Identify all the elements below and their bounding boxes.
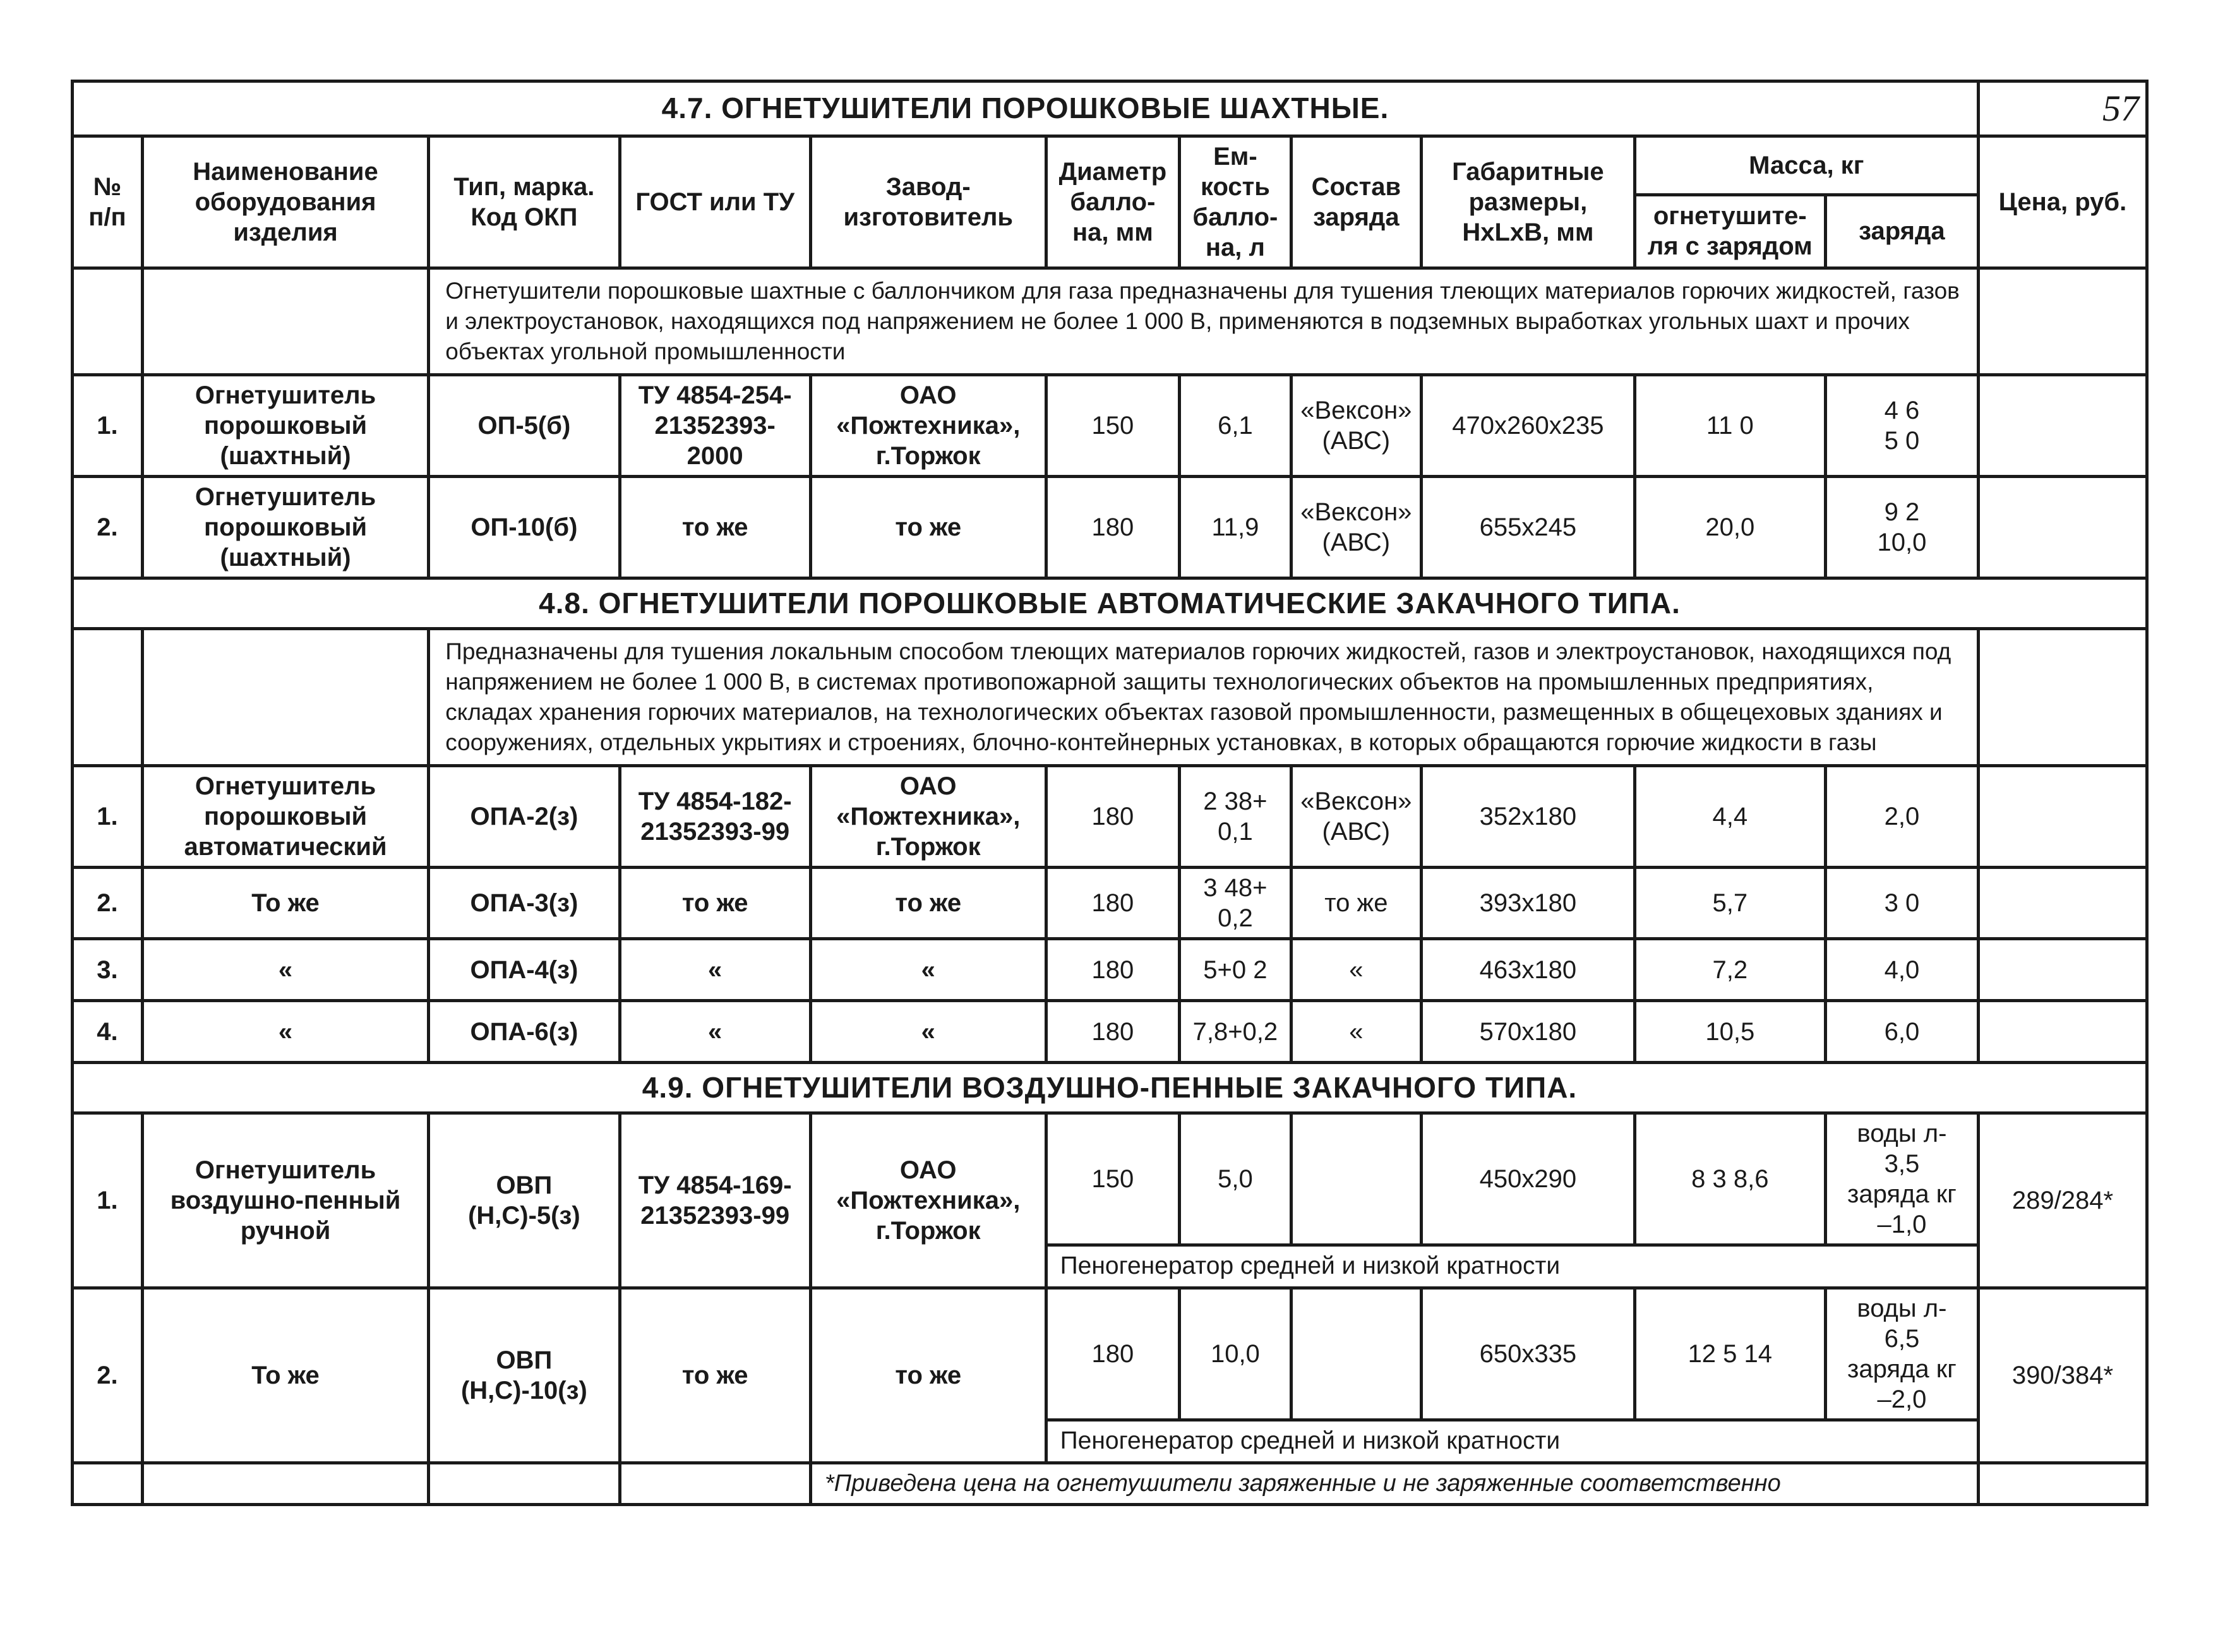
row-type: ОПА-2(з) [429,766,620,868]
row-price [1978,476,2147,578]
row-capacity: 2 38+ 0,1 [1180,766,1291,868]
row-charge: «Вексон» (АВС) [1291,374,1422,476]
row-diameter: 150 [1046,1113,1180,1245]
row-capacity: 11,9 [1180,476,1291,578]
description-spacer [142,268,428,374]
row-price: 289/284* [1978,1113,2147,1288]
description-spacer [1978,268,2147,374]
row-diameter: 180 [1046,766,1180,868]
section-title: 4.9. ОГНЕТУШИТЕЛИ ВОЗДУШНО-ПЕННЫЕ ЗАКАЧНОГО ТИПА. [73,1063,2147,1113]
row-gost: ТУ 4854-182-21352393-99 [620,766,810,868]
row-mass-ext: 7,2 [1634,939,1825,1001]
header-row [73,136,2147,195]
row-mass-charge: 6,0 [1825,1001,1978,1063]
row-charge: «Вексон» (АВС) [1291,476,1422,578]
table-row [73,868,2147,939]
footnote-spacer [142,1463,428,1505]
row-gost: то же [620,868,810,939]
row-num: 1. [73,766,143,868]
row-price: 390/384* [1978,1288,2147,1463]
row-capacity: 5,0 [1180,1113,1291,1245]
row-gost: « [620,939,810,1001]
table-row [73,1288,2147,1420]
row-mass-charge: воды л- 3,5 заряда кг –1,0 [1825,1113,1978,1245]
table-row [73,374,2147,476]
row-name: « [142,1001,428,1063]
header-price: Цена, руб. [1978,136,2147,268]
row-type: ОПА-4(з) [429,939,620,1001]
section-description: Предназначены для тушения локальным способом тлеющих материалов горючих жидкостей, газов и электроустановок, находящихся под напряжением не более 1 000 В, в системах противопожарной защиты технологических объектов на промышленных предприятиях, складах хранения горючих материалов, на технологических объектах газовой промышленности, размещенных в общецеховых зданиях и сооружениях, отдельных укрытиях и строениях, блочно-контейнерных установках, в которых обращаются горючие жидкости в газы [429,628,1979,765]
row-gost: то же [620,476,810,578]
header-name: Наименование оборудования изделия [142,136,428,268]
row-diameter: 180 [1046,939,1180,1001]
row-charge: «Вексон» (АВС) [1291,766,1422,868]
row-capacity: 7,8+0,2 [1180,1001,1291,1063]
header-gost: ГОСТ или ТУ [620,136,810,268]
row-maker: ОАО «Пожтехника», г.Торжок [810,766,1046,868]
row-note: Пеногенератор средней и низкой кратности [1046,1245,1978,1288]
row-name: Огнетушитель порошковый (шахтный) [142,476,428,578]
row-mass-ext: 8 3 8,6 [1634,1113,1825,1245]
row-capacity: 10,0 [1180,1288,1291,1420]
row-maker: то же [810,868,1046,939]
description-spacer [73,628,143,765]
row-type: ОВП (Н,С)-5(з) [429,1113,620,1288]
row-mass-ext: 5,7 [1634,868,1825,939]
row-name: То же [142,868,428,939]
row-charge [1291,1113,1422,1245]
row-name: Огнетушитель порошковый (шахтный) [142,374,428,476]
row-diameter: 180 [1046,1288,1180,1420]
header-capacity: Ем-кость балло-на, л [1180,136,1291,268]
page-number: 57 [1978,81,2147,136]
section-description: Огнетушители порошковые шахтные с баллончиком для газа предназначены для тушения тлеющих материалов горючих жидкостей, газов и электроустановок, находящихся под напряжением не более 1 000 В, применяются в подземных выработках угольных шахт и прочих объектах угольной промышленности [429,268,1979,374]
row-price [1978,868,2147,939]
description-row [73,628,2147,765]
footnote-spacer [1978,1463,2147,1505]
row-charge [1291,1288,1422,1420]
header-diameter: Диаметр балло-на, мм [1046,136,1180,268]
row-type: ОПА-3(з) [429,868,620,939]
row-mass-charge: 4 6 5 0 [1825,374,1978,476]
row-dims: 570х180 [1422,1001,1635,1063]
header-num: № п/п [73,136,143,268]
description-spacer [1978,628,2147,765]
row-maker: ОАО «Пожтехника», г.Торжок [810,374,1046,476]
row-mass-ext: 10,5 [1634,1001,1825,1063]
row-price [1978,939,2147,1001]
row-dims: 650х335 [1422,1288,1635,1420]
table-row [73,766,2147,868]
row-price [1978,766,2147,868]
row-charge: « [1291,939,1422,1001]
section-title: 4.7. ОГНЕТУШИТЕЛИ ПОРОШКОВЫЕ ШАХТНЫЕ. [73,81,1979,136]
table-row [73,1113,2147,1245]
row-name: То же [142,1288,428,1463]
header-mass-ext: огнетушите-ля с зарядом [1634,195,1825,268]
row-name: Огнетушитель порошковый автоматический [142,766,428,868]
row-capacity: 5+0 2 [1180,939,1291,1001]
header-type: Тип, марка. Код ОКП [429,136,620,268]
row-name: « [142,939,428,1001]
row-dims: 470х260х235 [1422,374,1635,476]
header-maker: Завод-изготовитель [810,136,1046,268]
row-dims: 463х180 [1422,939,1635,1001]
table-row [73,476,2147,578]
document-page [71,80,2149,1506]
footnote-spacer [73,1463,143,1505]
row-diameter: 180 [1046,868,1180,939]
row-num: 1. [73,1113,143,1288]
row-mass-charge: воды л- 6,5 заряда кг –2,0 [1825,1288,1978,1420]
section-title-row [73,81,2147,136]
row-maker: ОАО «Пожтехника», г.Торжок [810,1113,1046,1288]
row-mass-charge: 4,0 [1825,939,1978,1001]
row-num: 3. [73,939,143,1001]
header-charge: Состав заряда [1291,136,1422,268]
row-type: ОП-5(б) [429,374,620,476]
description-row [73,268,2147,374]
row-price [1978,1001,2147,1063]
row-num: 2. [73,476,143,578]
section-title-row [73,578,2147,628]
row-gost: ТУ 4854-254-21352393-2000 [620,374,810,476]
row-note: Пеногенератор средней и низкой кратности [1046,1420,1978,1463]
extinguisher-table [71,80,2149,1506]
row-charge: « [1291,1001,1422,1063]
row-maker: « [810,1001,1046,1063]
row-dims: 450х290 [1422,1113,1635,1245]
row-maker: « [810,939,1046,1001]
row-diameter: 150 [1046,374,1180,476]
row-num: 4. [73,1001,143,1063]
row-mass-ext: 4,4 [1634,766,1825,868]
header-dims: Габаритные размеры, HxLxB, мм [1422,136,1635,268]
row-maker: то же [810,1288,1046,1463]
row-mass-ext: 12 5 14 [1634,1288,1825,1420]
row-mass-charge: 9 2 10,0 [1825,476,1978,578]
row-type: ОВП (Н,С)-10(з) [429,1288,620,1463]
row-diameter: 180 [1046,1001,1180,1063]
footnote-spacer [620,1463,810,1505]
row-type: ОП-10(б) [429,476,620,578]
row-dims: 352х180 [1422,766,1635,868]
row-mass-charge: 3 0 [1825,868,1978,939]
row-type: ОПА-6(з) [429,1001,620,1063]
row-charge: то же [1291,868,1422,939]
section-title-row [73,1063,2147,1113]
table-row [73,1001,2147,1063]
row-gost: « [620,1001,810,1063]
row-capacity: 6,1 [1180,374,1291,476]
row-num: 2. [73,868,143,939]
footnote: *Приведена цена на огнетушители заряженные и не заряженные соответственно [810,1463,1978,1505]
row-mass-charge: 2,0 [1825,766,1978,868]
row-num: 2. [73,1288,143,1463]
table-row [73,939,2147,1001]
row-mass-ext: 11 0 [1634,374,1825,476]
header-mass-charge: заряда [1825,195,1978,268]
row-price [1978,374,2147,476]
section-title: 4.8. ОГНЕТУШИТЕЛИ ПОРОШКОВЫЕ АВТОМАТИЧЕСКИЕ ЗАКАЧНОГО ТИПА. [73,578,2147,628]
description-spacer [142,628,428,765]
description-spacer [73,268,143,374]
row-dims: 393х180 [1422,868,1635,939]
row-diameter: 180 [1046,476,1180,578]
footnote-spacer [429,1463,620,1505]
row-maker: то же [810,476,1046,578]
row-mass-ext: 20,0 [1634,476,1825,578]
row-dims: 655х245 [1422,476,1635,578]
header-mass: Масса, кг [1634,136,1978,195]
row-gost: ТУ 4854-169-21352393-99 [620,1113,810,1288]
footnote-row [73,1463,2147,1505]
row-capacity: 3 48+ 0,2 [1180,868,1291,939]
row-name: Огнетушитель воздушно-пенный ручной [142,1113,428,1288]
row-num: 1. [73,374,143,476]
row-gost: то же [620,1288,810,1463]
